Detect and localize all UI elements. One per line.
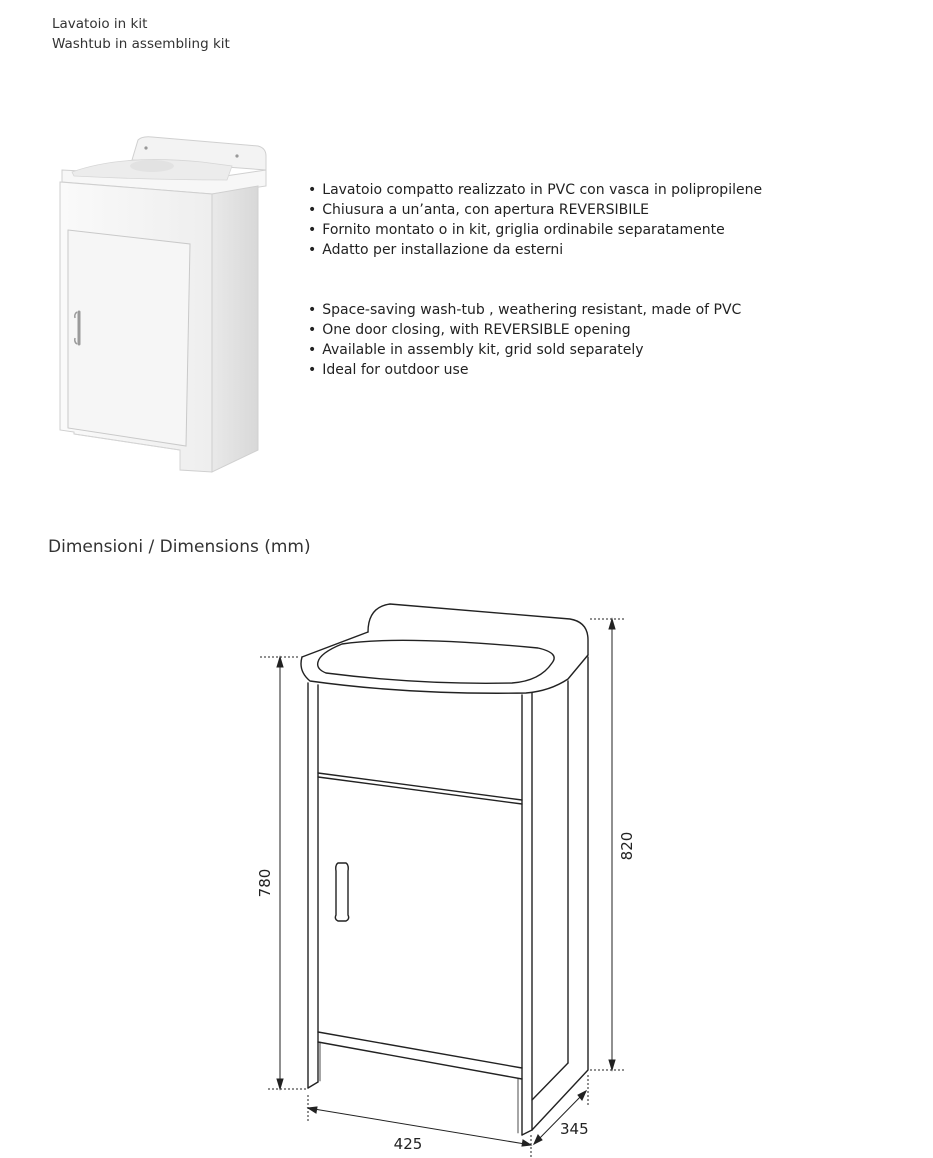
- dim-780-label: 780: [256, 868, 274, 898]
- dimensions-title: Dimensioni / Dimensions (mm): [48, 537, 311, 557]
- dim-425-label: 425: [393, 1135, 423, 1153]
- feature-en-item: • Available in assembly kit, grid sold separately: [308, 340, 741, 360]
- page-header: [52, 14, 230, 54]
- feature-it-item: • Lavatoio compatto realizzato in PVC con vasca in polipropilene: [308, 180, 762, 200]
- feature-it-item: • Chiusura a un’anta, con apertura REVERSIBILE: [308, 200, 762, 220]
- feature-en-item: • Ideal for outdoor use: [308, 360, 741, 380]
- feature-en-item: • Space-saving wash-tub , weathering resistant, made of PVC: [308, 300, 741, 320]
- title-english: Washtub in assembling kit: [52, 36, 230, 52]
- feature-it-item: • Adatto per installazione da esterni: [308, 240, 762, 260]
- features-italian-list: [308, 180, 762, 260]
- washtub-photo: [52, 132, 274, 484]
- dim-820-label: 820: [618, 831, 636, 861]
- feature-it-item: • Fornito montato o in kit, griglia ordinabile separatamente: [308, 220, 762, 240]
- title-italian: Lavatoio in kit: [52, 16, 148, 32]
- feature-en-item: • One door closing, with REVERSIBLE opening: [308, 320, 741, 340]
- dimension-drawing: [250, 595, 650, 1158]
- features-english-list: [308, 300, 741, 380]
- dim-345-label: 345: [560, 1120, 589, 1138]
